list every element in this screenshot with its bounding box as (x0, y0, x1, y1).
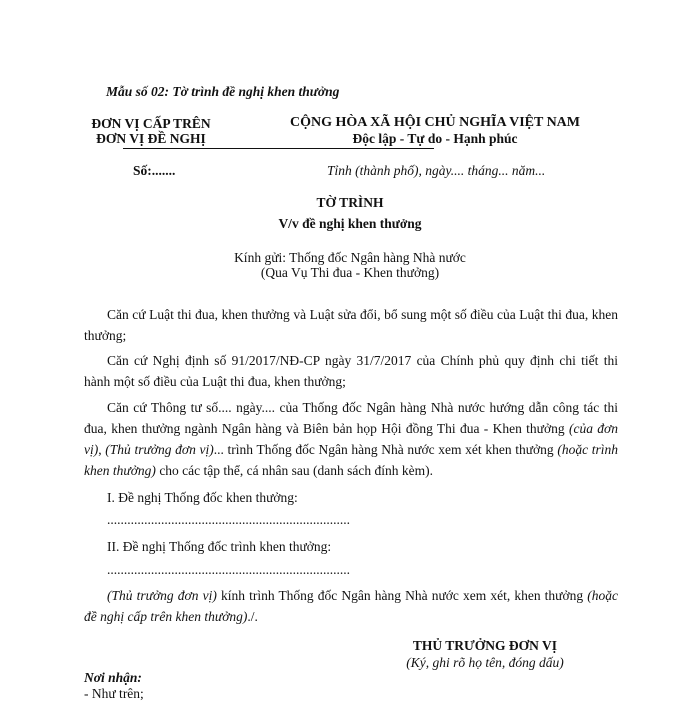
paragraph-legal-basis-2: Căn cứ Nghị định số 91/2017/NĐ-CP ngày 31/7/2017 của Chính phủ quy định chi tiết thi hành một số điều của Luật thi đua, khen thưởng; (84, 353, 618, 389)
closing-end: ./. (247, 609, 258, 624)
paragraph-legal-basis-3 (84, 397, 618, 481)
closing-head-of-unit: (Thủ trưởng đơn vị) (107, 588, 217, 603)
signature-note: (Ký, ghi rõ họ tên, đóng dấu) (406, 655, 564, 670)
recipient-line: Kính gửi: Thống đốc Ngân hàng Nhà nước (234, 250, 466, 265)
section1-label: I. Đề nghị Thống đốc khen thưởng: (107, 490, 298, 505)
p3-text-a: Căn cứ Thông tư số.... ngày.... của Thống đốc Ngân hàng Nhà nước hướng dẫn công tác thi đua, khen thưởng ngành Ngân hàng và Biên bản họp Hội đồng Thi đua - Khen thưởng (84, 400, 618, 436)
paragraph-legal-basis-1: Căn cứ Luật thi đua, khen thưởng và Luật sửa đổi, bổ sung một số điều của Luật thi đua, khen thưởng; (84, 307, 618, 343)
recipients-label: Nơi nhận: (84, 670, 142, 685)
recipient-via: (Qua Vụ Thi đua - Khen thưởng) (260, 265, 440, 280)
closing-alternative: (hoặc đề nghị cấp trên khen thưởng) (84, 588, 618, 624)
left-header-line2: ĐƠN VỊ ĐỀ NGHỊ (96, 131, 206, 146)
signature-title: THỦ TRƯỞNG ĐƠN VỊ (412, 638, 558, 653)
left-header-line1: ĐƠN VỊ CẤP TRÊN (91, 116, 211, 131)
place-date: Tỉnh (thành phố), ngày.... tháng... năm... (327, 163, 546, 178)
recipients-item: - Như trên; (84, 686, 144, 701)
p3-text-g: cho các tập thể, cá nhân sau (danh sách đính kèm). (155, 463, 433, 478)
closing-text: kính trình Thống đốc Ngân hàng Nhà nước xem xét, khen thưởng (216, 588, 588, 603)
closing-paragraph (84, 585, 618, 627)
p3-text-c: , (98, 442, 106, 457)
document-title: TỜ TRÌNH (316, 195, 384, 210)
section2-dots: ........................................................................ (107, 562, 350, 577)
section2-label: II. Đề nghị Thống đốc trình khen thưởng: (107, 539, 332, 554)
national-title: CỘNG HÒA XÃ HỘI CHỦ NGHĨA VIỆT NAM (289, 115, 580, 130)
p3-alternative: (hoặc trình khen thưởng) (84, 442, 618, 478)
p3-text-e: ... trình Thống đốc Ngân hàng Nhà nước xem xét khen thưởng (213, 442, 558, 457)
document-number: Số:....... (133, 163, 176, 178)
p3-unit: (của đơn vị) (84, 421, 618, 457)
form-label: Mẫu số 02: Tờ trình đề nghị khen thưởng (106, 84, 340, 99)
section1-dots: ........................................................................ (107, 512, 350, 527)
p3-head-of-unit: (Thủ trưởng đơn vị) (105, 442, 214, 457)
motto-underline (206, 148, 434, 149)
national-motto: Độc lập - Tự do - Hạnh phúc (352, 131, 518, 146)
document-subtitle: V/v đề nghị khen thưởng (278, 216, 422, 231)
